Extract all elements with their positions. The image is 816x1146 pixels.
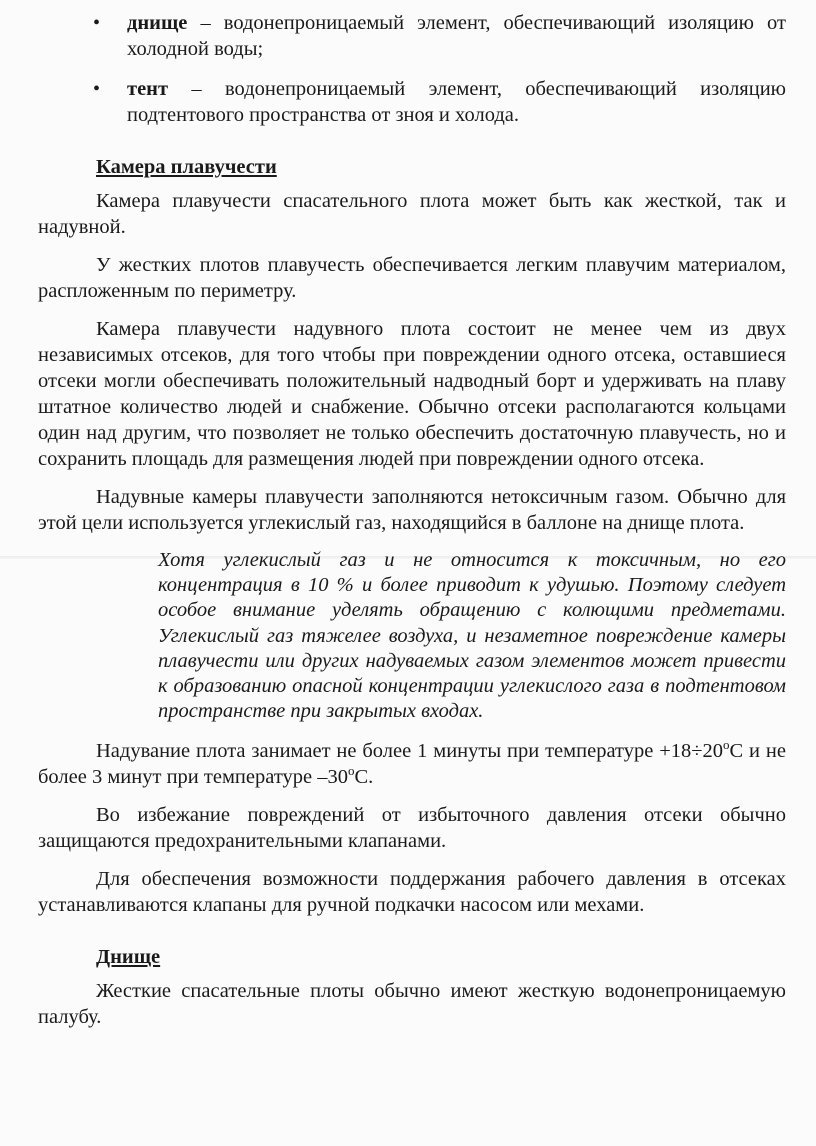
paragraph: У жестких плотов плавучесть обеспечивается легким плавучим материалом, распложенным по периметру. [38, 254, 786, 302]
italic-note: Хотя углекислый газ и не относится к токсичным, но его концентрация в 10 % и более приводит к удушью. Поэтому следует особое внимание уделять обращению с колющими предметами. Углекислый газ тяжелее воздуха, и незаметное повреждение камеры плавучести или других надуваемых газом элементов может привести к образованию опасной концентрации углекислого газа в подтентовом пространстве при закрытых входах. [158, 549, 786, 723]
paragraph: Для обеспечения возможности поддержания рабочего давления в отсеках устанавливаются клапаны для ручной подкачки насосом или мехами. [38, 868, 786, 917]
paragraph-inflation-time [38, 738, 786, 790]
list-item [38, 76, 786, 128]
paragraph: Камера плавучести спасательного плота может быть как жесткой, так и надувной. [38, 190, 786, 238]
paragraph: Надувные камеры плавучести заполняются нетоксичным газом. Обычно для этой цели используется углекислый газ, находящийся в баллоне на днище плота. [38, 486, 786, 534]
list-item-text: – водонепроницаемый элемент, обеспечивающий изоляцию подтентового пространства от зноя и холода. [127, 78, 786, 126]
list-item-term: днище [127, 12, 188, 34]
paragraph: Во избежание повреждений от избыточного давления отсеки обычно защищаются предохранительными клапанами. [38, 804, 786, 853]
bullet-icon: • [93, 78, 101, 100]
text-fragment: Надувание плота занимает не более 1 минуты при температуре +18÷20 [96, 740, 723, 763]
degree-sup: o [723, 737, 730, 753]
section-heading-buoyancy-chamber: Камера плавучести [96, 156, 277, 178]
list-item-text: – водонепроницаемый элемент, обеспечивающий изоляцию от холодной воды; [127, 12, 786, 60]
document-body [38, 10, 786, 1042]
text-fragment: С и не более 3 минут при температуре –30 [38, 740, 786, 789]
section-heading-floor: Днище [96, 946, 161, 969]
paragraph: Жесткие спасательные плоты обычно имеют жесткую водонепроницаемую палубу. [38, 980, 786, 1029]
list-item-term: тент [127, 78, 169, 100]
degree-sup: o [347, 763, 355, 779]
text-fragment: С. [354, 766, 374, 789]
list-item [38, 10, 786, 62]
paragraph: Камера плавучести надувного плота состоит не менее чем из двух независимых отсеков, для того чтобы при повреждении одного отсека, оставшиеся отсеки могли обеспечивать положительный надводный борт и удерживать на плаву штатное количество людей и снабжение. Обычно отсеки располагаются кольцами один над другим, что позволяет не только обеспечить достаточную плавучесть, но и сохранить площадь для размещения людей при повреждении одного отсека. [38, 318, 786, 470]
bullet-icon: • [93, 12, 101, 34]
